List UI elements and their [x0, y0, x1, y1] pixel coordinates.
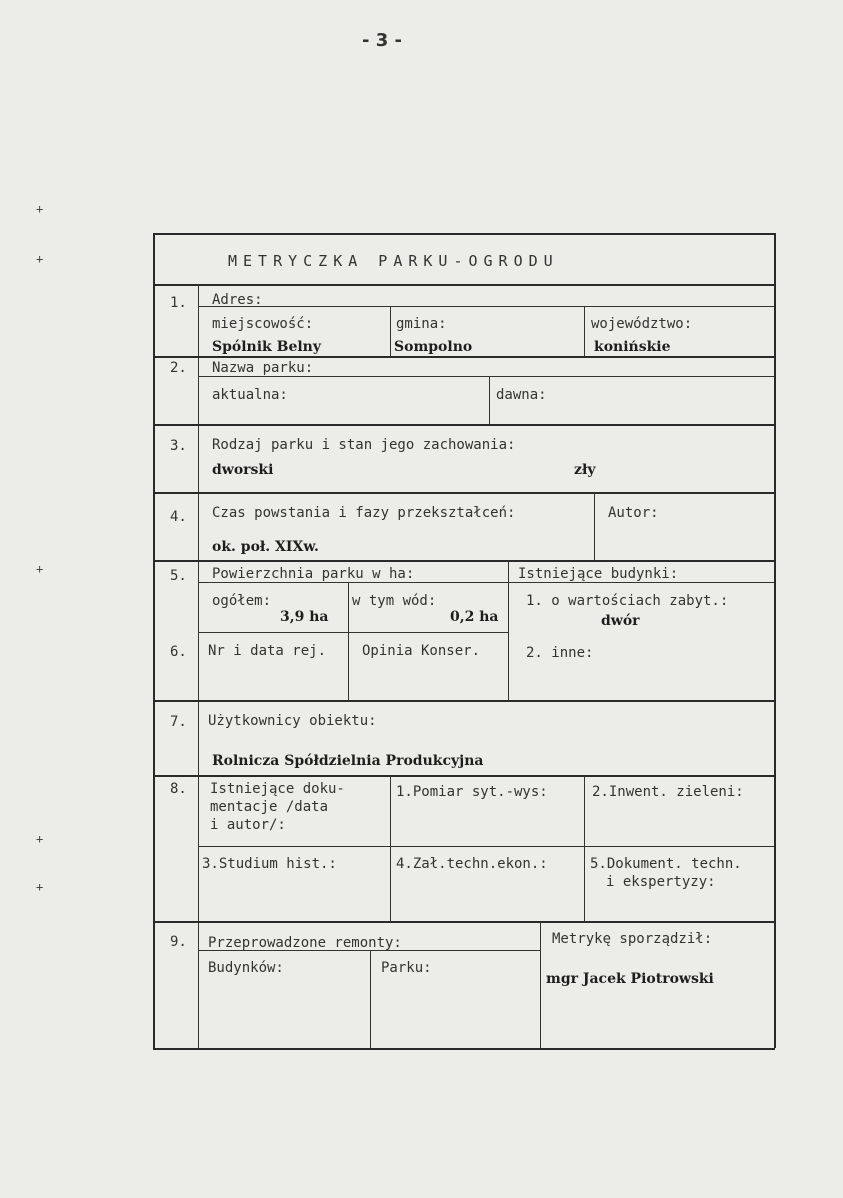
- area-label: Powierzchnia parku w ha:: [212, 566, 415, 582]
- registration-label: Nr i data rej.: [208, 643, 327, 659]
- buildings-renovation-label: Budynków:: [208, 960, 284, 976]
- section-number: 1.: [170, 295, 187, 311]
- row-divider: [153, 356, 775, 358]
- section-number: 8.: [170, 781, 187, 797]
- row-divider: [153, 284, 775, 286]
- wojewodztwo-value: konińskie: [594, 339, 671, 355]
- creation-time-value: ok. poł. XIXw.: [212, 539, 319, 555]
- row-divider: [153, 921, 775, 923]
- greenery-inventory-label: 2.Inwent. zieleni:: [592, 784, 744, 800]
- miejscowosc-label: miejscowość:: [212, 316, 314, 332]
- dawna-label: dawna:: [496, 387, 547, 403]
- historic-buildings-value: dwór: [601, 613, 640, 629]
- park-condition-value: zły: [574, 462, 596, 478]
- cell-divider: [584, 775, 585, 921]
- row-divider: [153, 492, 775, 494]
- cell-divider: [348, 582, 349, 700]
- other-buildings-label: 2. inne:: [526, 645, 594, 661]
- documentation-label: Istniejące doku-: [210, 781, 345, 797]
- park-renovation-label: Parku:: [381, 960, 432, 976]
- row-divider: [198, 376, 774, 377]
- park-name-label: Nazwa parku:: [212, 360, 314, 376]
- cell-divider: [584, 306, 585, 356]
- water-area-label: w tym wód:: [352, 593, 437, 609]
- technical-docs-label: 5.Dokument. techn.: [590, 856, 742, 872]
- row-divider: [153, 560, 775, 562]
- documentation-label: i autor/:: [210, 817, 286, 833]
- section-number: 2.: [170, 360, 187, 376]
- margin-mark: +: [36, 252, 44, 266]
- section-number: 7.: [170, 714, 187, 730]
- section-number: 6.: [170, 644, 187, 660]
- margin-mark: +: [36, 880, 44, 894]
- frame-bottom: [153, 1048, 775, 1050]
- historical-study-label: 3.Studium hist.:: [202, 856, 337, 872]
- technical-docs-label: i ekspertyzy:: [606, 874, 716, 890]
- cell-divider: [370, 950, 371, 1048]
- cell-divider: [390, 775, 391, 921]
- row-divider: [198, 846, 774, 847]
- creation-time-label: Czas powstania i fazy przekształceń:: [212, 505, 516, 521]
- form-title: METRYCZKA PARKU-OGRODU: [228, 252, 559, 270]
- cell-divider: [489, 376, 490, 424]
- page-number: - 3 -: [362, 30, 402, 51]
- miejscowosc-value: Spólnik Belny: [212, 339, 321, 355]
- users-value: Rolnicza Spółdzielnia Produkcyjna: [212, 753, 484, 769]
- opinion-label: Opinia Konser.: [362, 643, 481, 659]
- row-divider: [198, 582, 508, 583]
- survey-label: 1.Pomiar syt.-wys:: [396, 784, 548, 800]
- wojewodztwo-label: województwo:: [591, 316, 693, 332]
- gmina-label: gmina:: [396, 316, 447, 332]
- buildings-label: Istniejące budynki:: [518, 566, 679, 582]
- total-area-label: ogółem:: [212, 593, 272, 609]
- row-divider: [198, 306, 774, 307]
- section-number: 4.: [170, 509, 187, 525]
- margin-mark: +: [36, 562, 44, 576]
- cell-divider: [594, 492, 595, 560]
- number-column-line: [198, 284, 199, 1048]
- section-number: 9.: [170, 934, 187, 950]
- address-label: Adres:: [212, 292, 263, 308]
- park-type-value: dworski: [212, 462, 274, 478]
- margin-mark: +: [36, 202, 44, 216]
- aktualna-label: aktualna:: [212, 387, 288, 403]
- margin-mark: +: [36, 832, 44, 846]
- historic-buildings-label: 1. o wartościach zabyt.:: [526, 593, 729, 609]
- row-divider: [153, 700, 775, 702]
- row-divider: [198, 950, 540, 951]
- row-divider: [153, 775, 775, 777]
- water-area-value: 0,2 ha: [450, 609, 499, 625]
- techno-economic-label: 4.Zał.techn.ekon.:: [396, 856, 548, 872]
- row-divider: [153, 424, 775, 426]
- prepared-by-label: Metrykę sporządził:: [552, 931, 713, 947]
- park-type-label: Rodzaj parku i stan jego zachowania:: [212, 437, 516, 453]
- row-divider: [198, 632, 508, 633]
- section-number: 3.: [170, 438, 187, 454]
- documentation-label: mentacje /data: [210, 799, 329, 815]
- section-number: 5.: [170, 568, 187, 584]
- cell-divider: [390, 306, 391, 356]
- row-divider: [508, 582, 774, 583]
- total-area-value: 3,9 ha: [280, 609, 329, 625]
- cell-divider: [540, 921, 541, 1048]
- users-label: Użytkownicy obiektu:: [208, 713, 377, 729]
- author-label: Autor:: [608, 505, 659, 521]
- renovations-label: Przeprowadzone remonty:: [208, 935, 402, 951]
- gmina-value: Sompolno: [394, 339, 473, 355]
- cell-divider: [508, 560, 509, 700]
- frame-top: [153, 233, 775, 235]
- prepared-by-value: mgr Jacek Piotrowski: [546, 971, 714, 987]
